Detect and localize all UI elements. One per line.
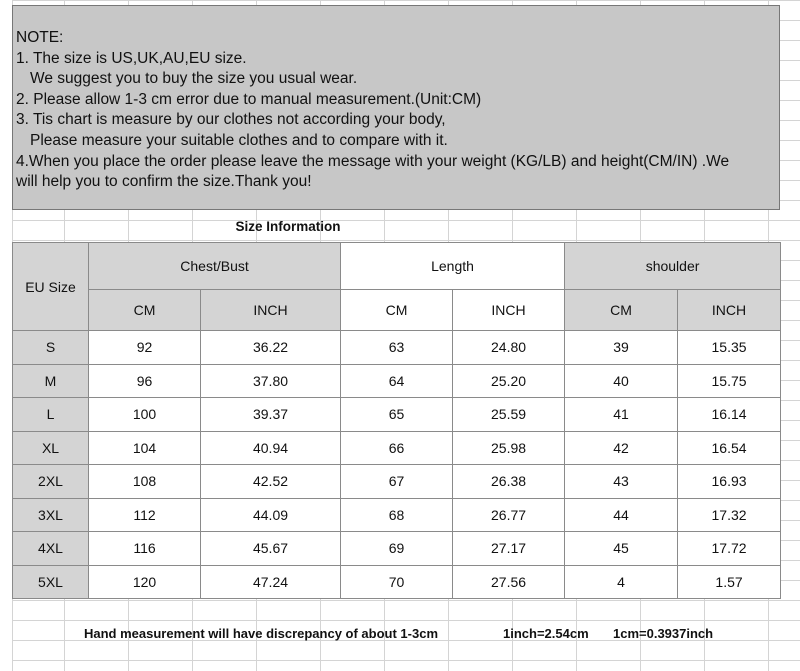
length-inch-cell: 24.80 bbox=[453, 331, 565, 365]
length-inch-cell: 25.20 bbox=[453, 364, 565, 398]
chest-cm-cell: 100 bbox=[89, 398, 201, 432]
length-cm-cell: 70 bbox=[341, 565, 453, 599]
shoulder-cm-cell: 41 bbox=[565, 398, 678, 432]
length-inch-header: INCH bbox=[453, 290, 565, 331]
size-table bbox=[12, 242, 781, 599]
note-line-3-cont: Please measure your suitable clothes and to compare with it. bbox=[30, 131, 448, 149]
note-line-1: 1. The size is US,UK,AU,EU size. bbox=[16, 49, 247, 67]
chest-cm-cell: 108 bbox=[89, 465, 201, 499]
chest-inch-header: INCH bbox=[201, 290, 341, 331]
length-cm-cell: 66 bbox=[341, 431, 453, 465]
table-row bbox=[13, 364, 781, 398]
note-line-2: 2. Please allow 1-3 cm error due to manual measurement.(Unit:CM) bbox=[16, 90, 482, 108]
cm-conversion: 1cm=0.3937inch bbox=[613, 626, 714, 641]
table-unit-header-row bbox=[13, 290, 781, 331]
table-row bbox=[13, 331, 781, 365]
note-line-4-cont: will help you to confirm the size.Thank you! bbox=[16, 173, 312, 191]
size-cell: M bbox=[13, 364, 89, 398]
length-inch-cell: 27.17 bbox=[453, 532, 565, 566]
length-inch-cell: 26.38 bbox=[453, 465, 565, 499]
inch-conversion: 1inch=2.54cm bbox=[503, 626, 589, 641]
shoulder-header: shoulder bbox=[565, 243, 781, 290]
shoulder-cm-cell: 4 bbox=[565, 565, 678, 599]
size-information-title: Size Information bbox=[235, 219, 341, 234]
length-cm-cell: 68 bbox=[341, 498, 453, 532]
shoulder-inch-cell: 16.14 bbox=[678, 398, 781, 432]
chest-inch-cell: 42.52 bbox=[201, 465, 341, 499]
table-row bbox=[13, 398, 781, 432]
shoulder-inch-cell: 16.93 bbox=[678, 465, 781, 499]
table-row bbox=[13, 498, 781, 532]
shoulder-inch-header: INCH bbox=[678, 290, 781, 331]
table-row bbox=[13, 532, 781, 566]
chest-inch-cell: 36.22 bbox=[201, 331, 341, 365]
size-cell: 4XL bbox=[13, 532, 89, 566]
chest-cm-cell: 112 bbox=[89, 498, 201, 532]
table-row bbox=[13, 465, 781, 499]
note-heading: NOTE: bbox=[16, 29, 64, 46]
chest-bust-header: Chest/Bust bbox=[89, 243, 341, 290]
length-inch-cell: 25.59 bbox=[453, 398, 565, 432]
length-inch-cell: 27.56 bbox=[453, 565, 565, 599]
shoulder-cm-cell: 45 bbox=[565, 532, 678, 566]
shoulder-cm-cell: 44 bbox=[565, 498, 678, 532]
chest-inch-cell: 40.94 bbox=[201, 431, 341, 465]
size-rows bbox=[13, 331, 781, 599]
size-cell: 2XL bbox=[13, 465, 89, 499]
shoulder-inch-cell: 16.54 bbox=[678, 431, 781, 465]
size-cell: L bbox=[13, 398, 89, 432]
length-inch-cell: 26.77 bbox=[453, 498, 565, 532]
length-cm-cell: 63 bbox=[341, 331, 453, 365]
chest-inch-cell: 44.09 bbox=[201, 498, 341, 532]
chest-cm-cell: 96 bbox=[89, 364, 201, 398]
note-box bbox=[12, 5, 780, 210]
size-cell: 5XL bbox=[13, 565, 89, 599]
length-inch-cell: 25.98 bbox=[453, 431, 565, 465]
shoulder-cm-cell: 42 bbox=[565, 431, 678, 465]
shoulder-inch-cell: 17.72 bbox=[678, 532, 781, 566]
shoulder-cm-cell: 39 bbox=[565, 331, 678, 365]
chest-inch-cell: 47.24 bbox=[201, 565, 341, 599]
shoulder-inch-cell: 1.57 bbox=[678, 565, 781, 599]
length-cm-cell: 65 bbox=[341, 398, 453, 432]
chest-inch-cell: 39.37 bbox=[201, 398, 341, 432]
chest-cm-cell: 120 bbox=[89, 565, 201, 599]
length-cm-cell: 69 bbox=[341, 532, 453, 566]
table-row bbox=[13, 565, 781, 599]
eu-size-header: EU Size bbox=[13, 243, 89, 331]
chest-cm-cell: 116 bbox=[89, 532, 201, 566]
chest-inch-cell: 37.80 bbox=[201, 364, 341, 398]
length-cm-cell: 64 bbox=[341, 364, 453, 398]
note-line-3: 3. Tis chart is measure by our clothes not according your body, bbox=[16, 111, 446, 129]
shoulder-inch-cell: 15.75 bbox=[678, 364, 781, 398]
note-line-4: 4.When you place the order please leave the message with your weight (KG/LB) and height(CM/IN) .We bbox=[16, 152, 730, 170]
table-row bbox=[13, 431, 781, 465]
chest-cm-cell: 92 bbox=[89, 331, 201, 365]
discrepancy-note: Hand measurement will have discrepancy of about 1-3cm bbox=[84, 626, 439, 641]
length-cm-header: CM bbox=[341, 290, 453, 331]
shoulder-inch-cell: 15.35 bbox=[678, 331, 781, 365]
size-cell: S bbox=[13, 331, 89, 365]
length-cm-cell: 67 bbox=[341, 465, 453, 499]
shoulder-cm-cell: 40 bbox=[565, 364, 678, 398]
shoulder-inch-cell: 17.32 bbox=[678, 498, 781, 532]
size-cell: XL bbox=[13, 431, 89, 465]
chest-inch-cell: 45.67 bbox=[201, 532, 341, 566]
table-group-header-row bbox=[13, 243, 781, 290]
footer-note bbox=[12, 614, 780, 654]
size-cell: 3XL bbox=[13, 498, 89, 532]
length-header: Length bbox=[341, 243, 565, 290]
chest-cm-header: CM bbox=[89, 290, 201, 331]
note-line-1-cont: We suggest you to buy the size you usual wear. bbox=[30, 70, 358, 88]
shoulder-cm-header: CM bbox=[565, 290, 678, 331]
chest-cm-cell: 104 bbox=[89, 431, 201, 465]
shoulder-cm-cell: 43 bbox=[565, 465, 678, 499]
